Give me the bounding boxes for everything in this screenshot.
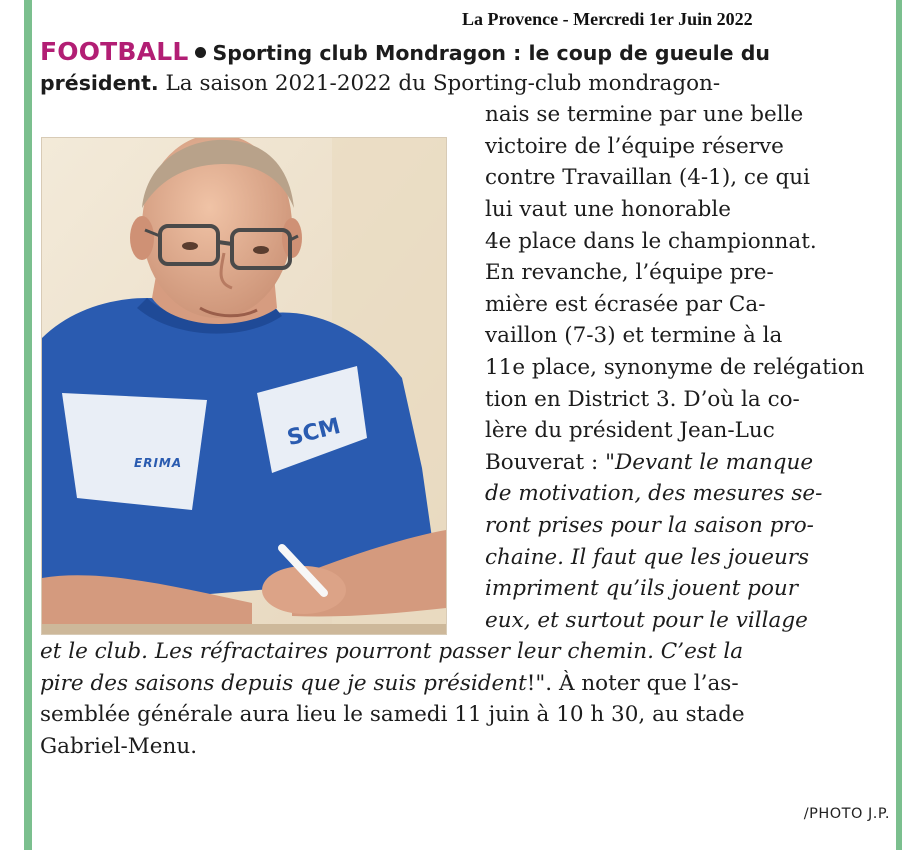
- body-line: victoire de l’équipe réserve: [485, 133, 784, 159]
- body-line: 4e place dans le championnat.: [485, 228, 817, 254]
- body-line: lui vaut une honorable: [485, 196, 732, 222]
- headline: Sporting club Mondragon : le coup de gueule du: [212, 41, 770, 65]
- body-text: !". À noter que l’as-: [526, 670, 739, 696]
- president-photo-illustration: [42, 138, 446, 634]
- attribution-text: Bouverat : ": [485, 449, 615, 475]
- section-kicker: FOOTBALL: [40, 37, 189, 66]
- body-line: contre Travaillan (4-1), ce qui: [485, 165, 810, 191]
- photo-credit: /PHOTO J.P.: [803, 806, 890, 822]
- quote-line: impriment qu’ils jouent pour: [485, 576, 799, 602]
- body-line: vaillon (7-3) et termine à la: [485, 323, 783, 349]
- shirt-lettering: SCM: [284, 413, 344, 452]
- body-line: tion en District 3. D’où la co-: [485, 386, 800, 412]
- body-line: 11e place, synonyme de relégation: [485, 354, 865, 380]
- body-line: mière est écrasée par Ca-: [485, 291, 766, 317]
- headline-line-1: [40, 36, 890, 68]
- headline-line-2: [40, 68, 890, 100]
- quote-line: de motivation, des mesures se-: [485, 481, 823, 507]
- quote-line: chaine. Il faut que les joueurs: [485, 544, 810, 570]
- newspaper-masthead: La Provence - Mercredi 1er Juin 2022: [462, 9, 753, 29]
- brand-logo: ERIMA: [134, 456, 183, 470]
- bullet-icon: [195, 47, 206, 58]
- page-border-right: [896, 0, 902, 850]
- headline-end: président.: [40, 70, 159, 95]
- quote-line: eux, et surtout pour le village: [485, 607, 808, 633]
- quote-end-line: [40, 668, 890, 700]
- president-photo: [41, 137, 447, 635]
- quote-text: Devant le manque: [615, 449, 814, 475]
- body-text: La saison 2021-2022 du Sporting-club mondragon-: [158, 70, 721, 96]
- body-line: lère du président Jean-Luc: [485, 418, 775, 444]
- page-border-left: [24, 0, 32, 850]
- body-line: En revanche, l’équipe pre-: [485, 260, 774, 286]
- body-line-full: Gabriel-Menu.: [40, 734, 198, 760]
- quote-text: pire des saisons depuis que je suis président: [40, 670, 527, 696]
- body-line: nais se termine par une belle: [485, 102, 804, 128]
- quote-line-full: et le club. Les réfractaires pourront passer leur chemin. C’est la: [40, 639, 744, 665]
- quote-line: ront prises pour la saison pro-: [485, 512, 814, 538]
- body-line-full: semblée générale aura lieu le samedi 11 juin à 10 h 30, au stade: [40, 702, 745, 728]
